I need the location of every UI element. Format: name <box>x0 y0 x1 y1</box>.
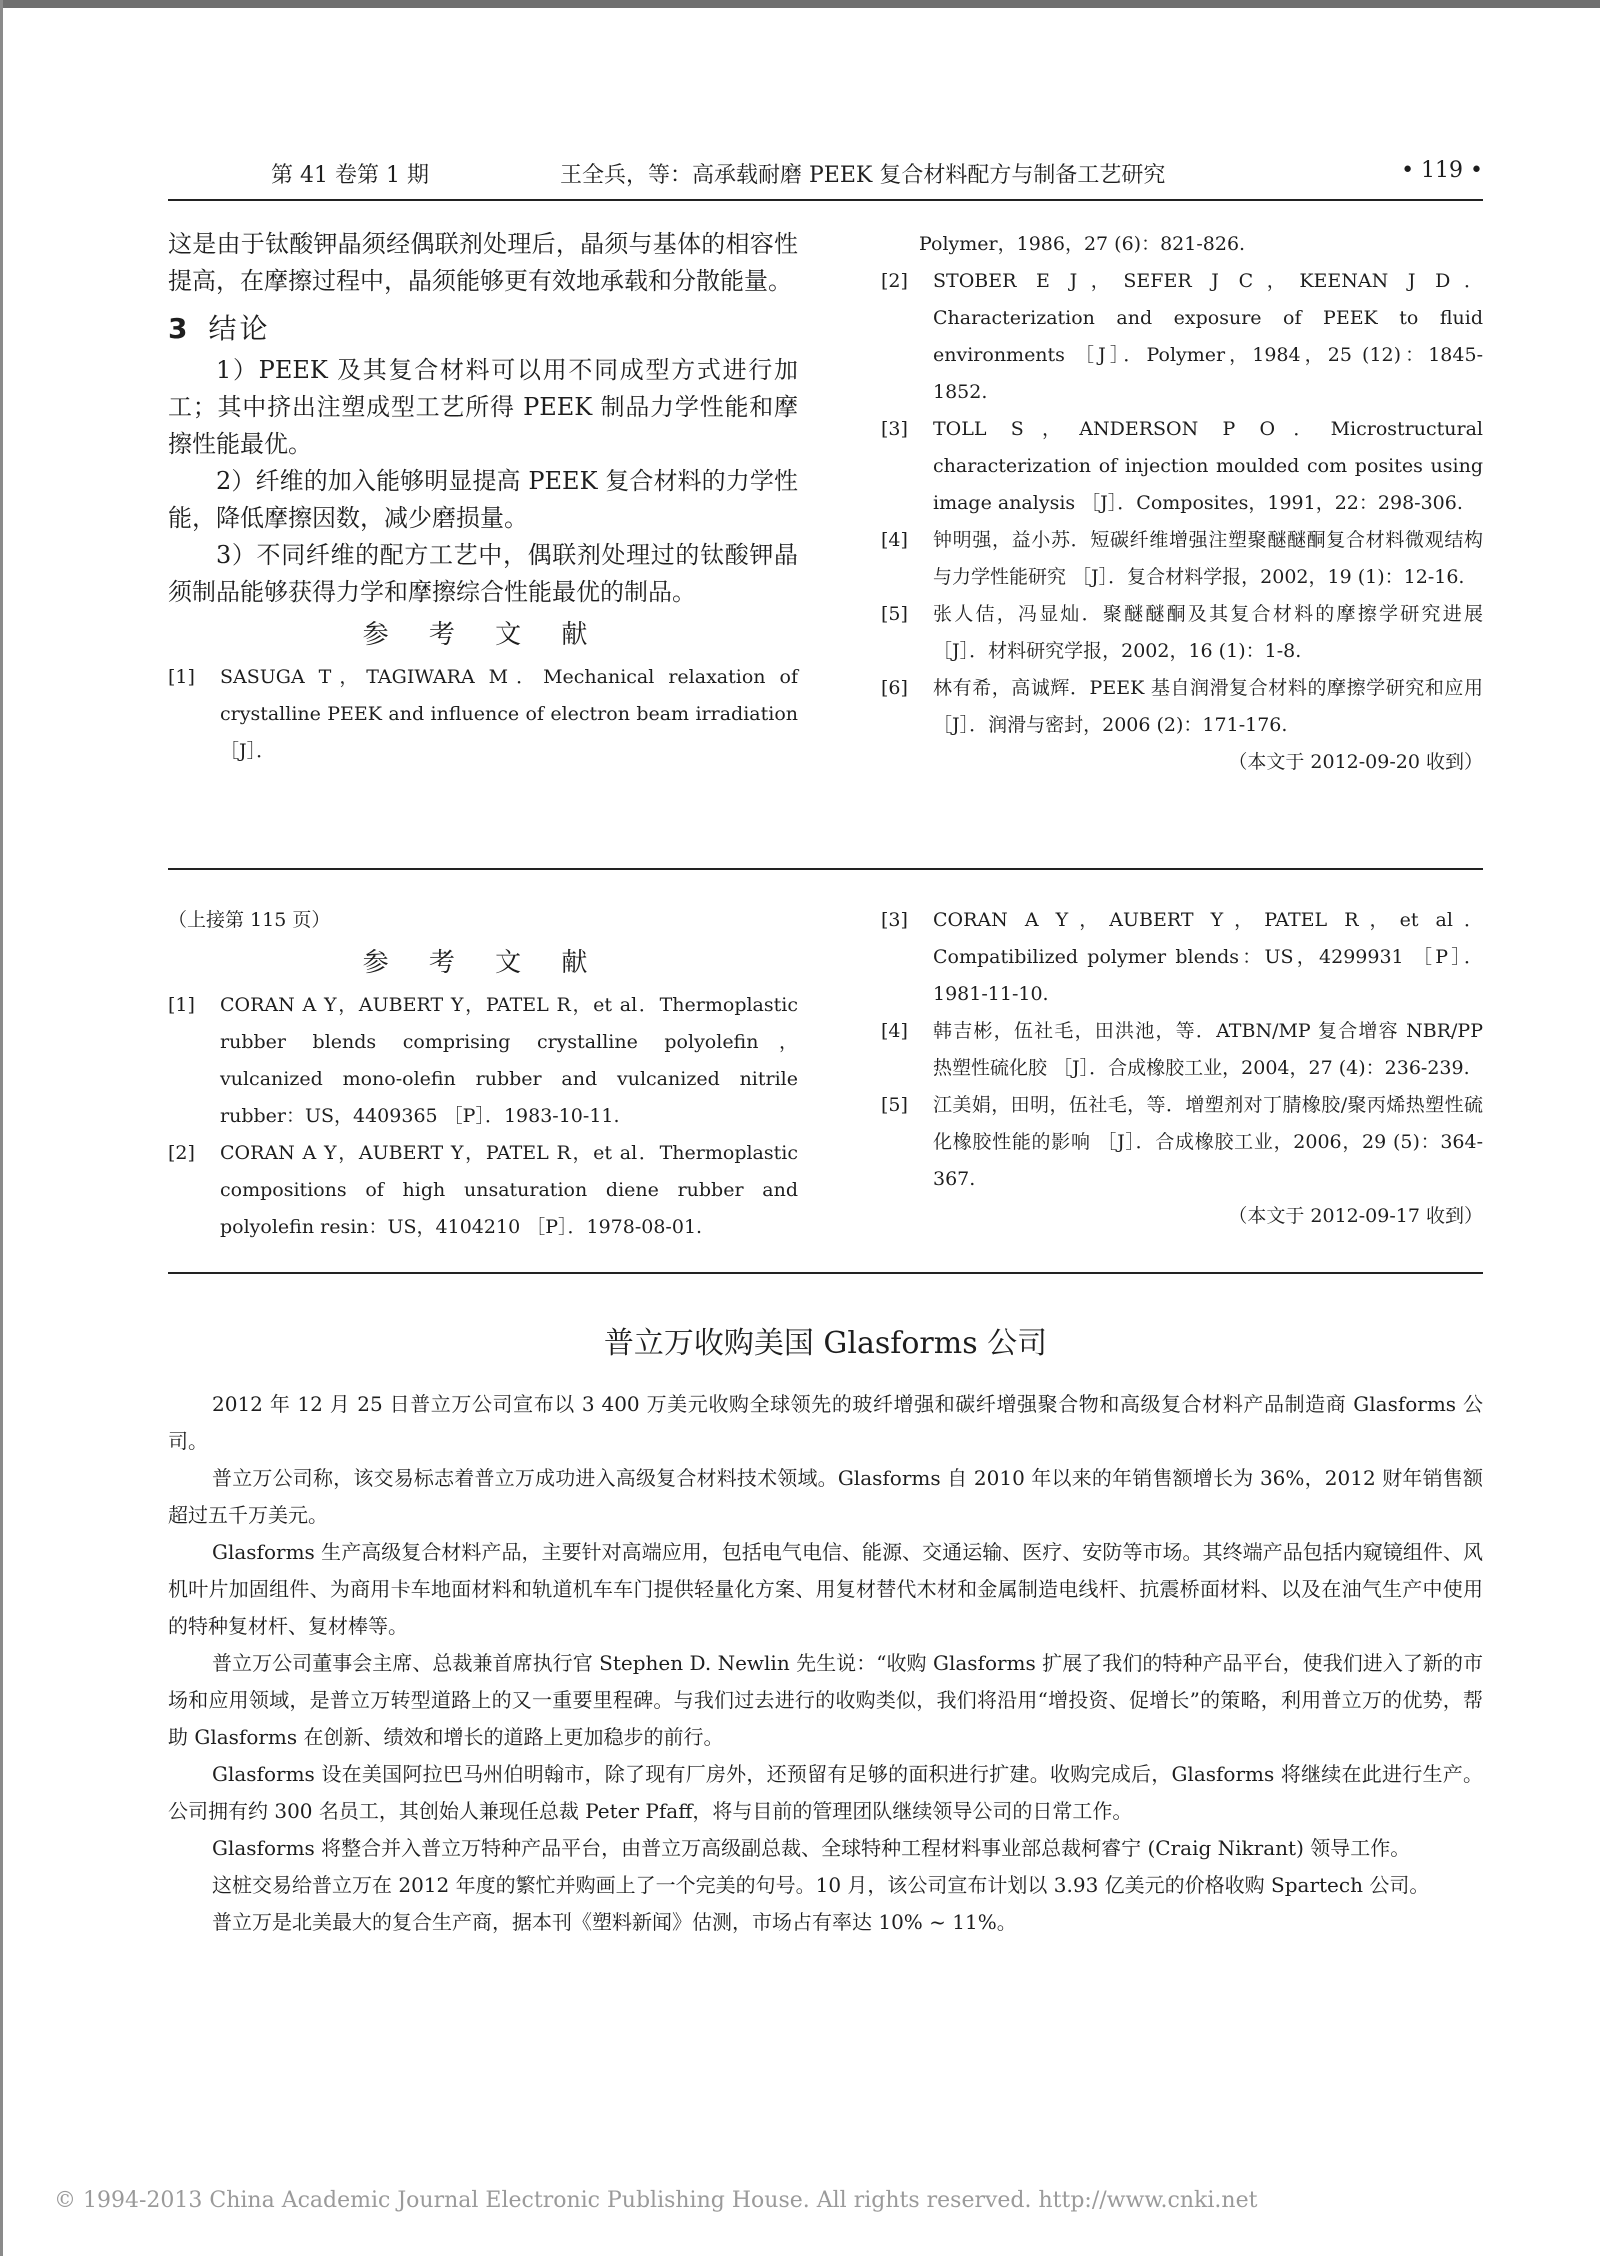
reference-number: [3] <box>881 418 908 440</box>
reference-number: [6] <box>881 677 908 699</box>
reference-text: SASUGA T，TAGIWARA M．Mechanical relaxation of crystalline PEEK and influence of electron beam irradiation ［J］． <box>220 666 798 762</box>
upper-left-column <box>168 226 798 770</box>
reference-item <box>881 670 1483 744</box>
section-title: 结论 <box>208 312 271 345</box>
received-date: （本文于 2012-09-20 收到） <box>1228 751 1483 773</box>
reference-item <box>881 411 1483 522</box>
references-title: 参 考 文 献 <box>362 948 604 978</box>
references-title: 参 考 文 献 <box>362 620 604 650</box>
reference-number: [5] <box>881 1094 908 1116</box>
reference-text: TOLL S，ANDERSON P O．Microstructural characterization of injection moulded com posites using image analysis ［J］．Composites，1991，22：298-306. <box>933 418 1483 514</box>
conclusion-item: 2）纤维的加入能够明显提高 PEEK 复合材料的力学性能，降低摩擦因数，减少磨损量。 <box>168 467 798 532</box>
reference-text: 韩吉彬，伍社毛，田洪池，等．ATBN/MP 复合增容 NBR/PP 热塑性硫化胶 ［J］．合成橡胶工业，2004，27 (4)：236-239. <box>933 1020 1483 1079</box>
copyright-footer: © 1994-2013 China Academic Journal Electronic Publishing House. All rights reserved. http://www.cnki.net <box>54 2188 1258 2213</box>
reference-text: 张人佶，冯显灿．聚醚醚酮及其复合材料的摩擦学研究进展 ［J］．材料研究学报，2002，16 (1)：1-8. <box>933 603 1483 662</box>
reference-text: 钟明强，益小苏．短碳纤维增强注塑聚醚醚酮复合材料微观结构与力学性能研究 ［J］．复合材料学报，2002，19 (1)：12-16. <box>933 529 1483 588</box>
reference-text: 江美娟，田明，伍社毛，等．增塑剂对丁腈橡胶/聚丙烯热塑性硫化橡胶性能的影响 ［J］．合成橡胶工业，2006，29 (5)：364-367. <box>933 1094 1483 1190</box>
reference-number: [1] <box>168 666 195 688</box>
conclusion-item: 1）PEEK 及其复合材料可以用不同成型方式进行加工；其中挤出注塑成型工艺所得 PEEK 制品力学性能和摩擦性能最优。 <box>168 356 798 458</box>
scan-left-border <box>0 0 3 2256</box>
reference-item <box>881 1013 1483 1087</box>
reference-text: STOBER E J，SEFER J C，KEENAN J D．Characterization and exposure of PEEK to fluid environments ［J］．Polymer，1984，25 (12)：1845-1852. <box>933 270 1483 403</box>
reference-number: [2] <box>881 270 908 292</box>
reference-number: [5] <box>881 603 908 625</box>
reference-text: CORAN A Y，AUBERT Y，PATEL R，et al．Thermoplastic rubber blends comprising crystalline polyolefin，vulcanized mono-olefin rubber and vulcanized nitrile rubber：US，4409365 ［P］．1983-10-11. <box>220 994 798 1127</box>
news-paragraph: Glasforms 生产高级复合材料产品，主要针对高端应用，包括电气电信、能源、交通运输、医疗、安防等市场。其终端产品包括内窥镜组件、风机叶片加固组件、为商用卡车地面材料和轨道机车车门提供轻量化方案、用复材替代木材和金属制造电线杆、抗震桥面材料、以及在油气生产中使用的特种复材杆、复材棒等。 <box>168 1540 1483 1638</box>
reference-number: [1] <box>168 994 195 1016</box>
reference-number: [3] <box>881 909 908 931</box>
header-rule <box>168 199 1483 201</box>
reference-item <box>881 263 1483 411</box>
reference-number: [2] <box>168 1142 195 1164</box>
reference-item <box>881 1087 1483 1198</box>
reference-item <box>881 522 1483 596</box>
reference-item <box>168 659 798 770</box>
news-title: 普立万收购美国 Glasforms 公司 <box>603 1326 1048 1361</box>
running-header <box>168 158 1483 194</box>
news-paragraph: 2012 年 12 月 25 日普立万公司宣布以 3 400 万美元收购全球领先的玻纤增强和碳纤增强聚合物和高级复合材料产品制造商 Glasforms 公司。 <box>168 1392 1483 1453</box>
reference-item <box>881 596 1483 670</box>
news-paragraph: Glasforms 设在美国阿拉巴马州伯明翰市，除了现有厂房外，还预留有足够的面积进行扩建。收购完成后，Glasforms 将继续在此进行生产。公司拥有约 300 名员工，其创始人兼现任总裁 Peter Pfaff，将与目前的管理团队继续领导公司的日常工作。 <box>168 1762 1483 1823</box>
reference-continuation: Polymer，1986，27 (6)：821-826. <box>919 233 1246 255</box>
reference-number: [4] <box>881 1020 908 1042</box>
paragraph-end: 这是由于钛酸钾晶须经偶联剂处理后，晶须与基体的相容性提高，在摩擦过程中，晶须能够更有效地承载和分散能量。 <box>168 230 798 295</box>
news-paragraph: 普立万公司董事会主席、总裁兼首席执行官 Stephen D. Newlin 先生说：“收购 Glasforms 扩展了我们的特种产品平台，使我们进入了新的市场和应用领域，是普立万转型道路上的又一重要里程碑。与我们过去进行的收购类似，我们将沿用“增投资、促增长”的策略，利用普立万的优势，帮助 Glasforms 在创新、绩效和增长的道路上更加稳步的前行。 <box>168 1651 1483 1749</box>
reference-item <box>168 987 798 1135</box>
reference-item <box>168 1135 798 1246</box>
scan-top-border <box>0 0 1600 8</box>
upper-right-column <box>881 226 1483 781</box>
news-paragraph: 普立万是北美最大的复合生产商，据本刊《塑料新闻》估测，市场占有率达 10% ~ 11%。 <box>212 1910 1017 1934</box>
lower-left-column <box>168 902 798 1246</box>
reference-text: CORAN A Y，AUBERT Y，PATEL R，et al．Compatibilized polymer blends：US，4299931 ［P］．1981-11-10. <box>933 909 1483 1005</box>
journal-volume: 第 41 卷第 1 期 <box>271 163 429 188</box>
reference-text: 林有希，高诚辉．PEEK 基自润滑复合材料的摩擦学研究和应用 ［J］．润滑与密封，2006 (2)：171-176. <box>933 677 1483 736</box>
section-number: 3 <box>168 312 191 345</box>
running-title: 王全兵，等：高承载耐磨 PEEK 复合材料配方与制备工艺研究 <box>560 163 1166 188</box>
page-number: • 119 • <box>1401 158 1483 183</box>
received-date: （本文于 2012-09-17 收到） <box>1228 1205 1483 1227</box>
conclusion-item: 3）不同纤维的配方工艺中，偶联剂处理过的钛酸钾晶须制品能够获得力学和摩擦综合性能最优的制品。 <box>168 541 798 606</box>
news-paragraph: 普立万公司称，该交易标志着普立万成功进入高级复合材料技术领域。Glasforms 自 2010 年以来的年销售额增长为 36%，2012 财年销售额超过五千万美元。 <box>168 1466 1483 1527</box>
reference-text: CORAN A Y，AUBERT Y，PATEL R，et al．Thermoplastic compositions of high unsaturation diene rubber and polyolefin resin：US，4104210 ［P］．1978-08-01. <box>220 1142 798 1238</box>
article-separator <box>168 1272 1483 1274</box>
news-paragraph: Glasforms 将整合并入普立万特种产品平台，由普立万高级副总裁、全球特种工程材料事业部总裁柯睿宁 (Craig Nikrant) 领导工作。 <box>212 1836 1411 1860</box>
reference-number: [4] <box>881 529 908 551</box>
lower-right-column <box>881 902 1483 1235</box>
reference-item <box>881 902 1483 1013</box>
news-body <box>168 1386 1483 1941</box>
continued-from: （上接第 115 页） <box>168 909 331 931</box>
section-heading <box>168 306 798 352</box>
news-paragraph: 这桩交易给普立万在 2012 年度的繁忙并购画上了一个完美的句号。10 月，该公司宣布计划以 3.93 亿美元的价格收购 Spartech 公司。 <box>212 1873 1430 1897</box>
article-separator <box>168 868 1483 870</box>
